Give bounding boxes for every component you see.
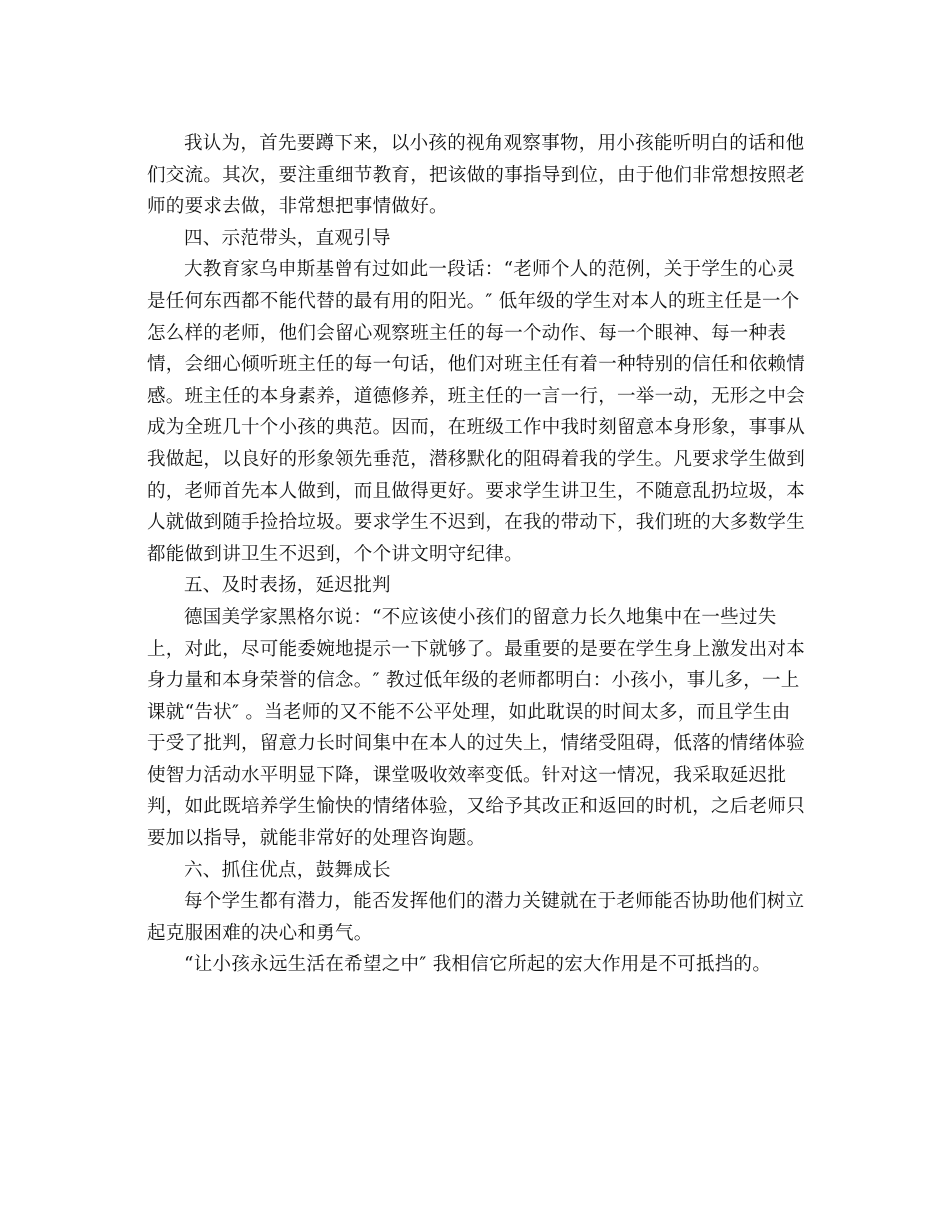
text-line: “让小孩永远生活在希望之中″ 我相信它所起的宏大作用是不可抵挡的。	[184, 954, 772, 976]
text-line: 我做起，以良好的形象领先垂范，潜移默化的阻碍着我的学生。凡要求学生做到	[147, 448, 806, 470]
text-line: 上，对此，尽可能委婉地提示一下就够了。最重要的是要在学生身上激发出对本	[147, 638, 806, 660]
text-line: 身力量和本身荣誉的信念。″ 教过低年级的老师都明白：小孩小，事儿多，一上	[147, 670, 800, 692]
text-line: 五、及时表扬，延迟批判	[184, 575, 391, 597]
text-line: 怎么样的老师，他们会留心观察班主任的每一个动作、每一个眼神、每一种表	[147, 322, 787, 344]
text-line: 要加以指导，就能非常好的处理咨询题。	[147, 828, 486, 850]
text-line: 们交流。其次，要注重细节教育，把该做的事指导到位，由于他们非常想按照老	[147, 164, 806, 186]
text-line: 每个学生都有潜力，能否发挥他们的潜力关键就在于老师能否协助他们树立	[184, 891, 805, 913]
text-line: 人就做到随手捡拾垃圾。要求学生不迟到，在我的带动下，我们班的大多数学生	[147, 512, 806, 534]
text-line: 的，老师首先本人做到，而且做得更好。要求学生讲卫生，不随意乱扔垃圾，本	[147, 480, 806, 502]
text-line: 成为全班几十个小孩的典范。因而，在班级工作中我时刻留意本身形象，事事从	[147, 417, 806, 439]
text-line: 六、抓住优点，鼓舞成长	[184, 859, 391, 881]
text-line: 起克服困难的决心和勇气。	[147, 922, 373, 944]
text-line: 德国美学家黑格尔说：“不应该使小孩们的留意力长久地集中在一些过失	[184, 606, 777, 628]
text-line: 四、示范带头，直观引导	[184, 227, 391, 249]
text-line: 于受了批判，留意力长时间集中在本人的过失上，情绪受阻碍，低落的情绪体验	[147, 733, 806, 755]
text-line: 使智力活动水平明显下降，课堂吸收效率变低。针对这一情况，我采取延迟批	[147, 764, 787, 786]
text-line: 都能做到讲卫生不迟到，个个讲文明守纪律。	[147, 543, 524, 565]
document-body	[147, 128, 807, 981]
text-line: 判，如此既培养学生愉快的情绪体验，又给予其改正和返回的时机，之后老师只	[147, 796, 806, 818]
text-line: 课就“告状″ 。当老师的又不能不公平处理，如此耽误的时间太多，而且学生由	[147, 701, 791, 723]
text-line: 大教育家乌申斯基曾有过如此一段话：“老师个人的范例，关于学生的心灵	[184, 259, 796, 281]
text-line: 师的要求去做，非常想把事情做好。	[147, 196, 448, 218]
text-line: 我认为，首先要蹲下来，以小孩的视角观察事物，用小孩能听明白的话和他	[184, 133, 805, 154]
text-line: 是任何东西都不能代替的最有用的阳光。″ 低年级的学生对本人的班主任是一个	[147, 290, 800, 312]
text-line: 情，会细心倾听班主任的每一句话，他们对班主任有着一种特别的信任和依赖情	[147, 354, 806, 376]
text-line: 感。班主任的本身素养，道德修养，班主任的一言一行，一举一动，无形之中会	[147, 385, 806, 407]
